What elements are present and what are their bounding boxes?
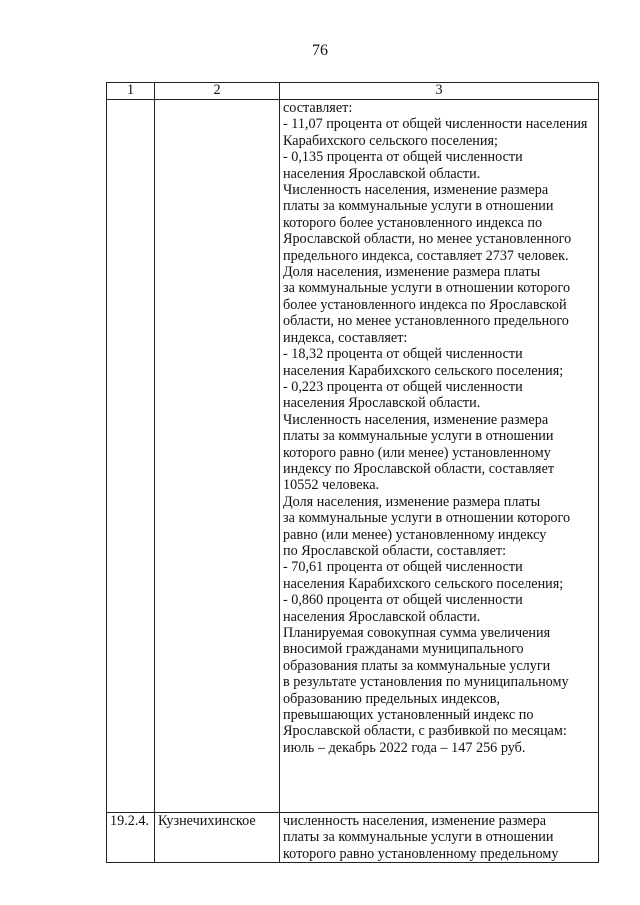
text-line: платы за коммунальные услуги в отношении bbox=[283, 829, 554, 846]
text-line: вносимой гражданами муниципального bbox=[283, 641, 524, 658]
text-line: которого равно (или менее) установленному bbox=[283, 444, 551, 461]
text-line: населения Карабихского сельского поселения; bbox=[283, 575, 564, 592]
table-row bbox=[107, 813, 599, 863]
row-number-cell: 19.2.4. bbox=[107, 813, 155, 863]
text-line: Доля населения, изменение размера платы bbox=[283, 264, 541, 281]
text-line: за коммунальные услуги в отношении которого bbox=[283, 510, 571, 527]
row-name-cell bbox=[155, 100, 280, 813]
text-line: 10552 человека. bbox=[283, 477, 380, 494]
text-line: Численность населения, изменение размера bbox=[283, 411, 549, 428]
text-line: превышающих установленный индекс по bbox=[283, 707, 534, 724]
text-line: населения Ярославской области. bbox=[283, 395, 481, 412]
text-line: предельного индекса, составляет 2737 человек. bbox=[283, 247, 569, 264]
text-line: Карабихского сельского поселения; bbox=[283, 132, 498, 149]
text-line: области, но менее установленного предельного bbox=[283, 313, 569, 330]
document-table bbox=[106, 82, 599, 863]
text-line: более установленного индекса по Ярославской bbox=[283, 296, 567, 313]
text-line: Численность населения, изменение размера bbox=[283, 182, 549, 199]
text-line: Ярославской области, но менее установленного bbox=[283, 231, 572, 248]
text-line: по Ярославской области, составляет: bbox=[283, 542, 507, 559]
text-line: индекса, составляет: bbox=[283, 329, 408, 346]
text-line: которого более установленного индекса по bbox=[283, 214, 543, 231]
text-line: образования платы за коммунальные услуги bbox=[283, 657, 551, 674]
row-number-cell bbox=[107, 100, 155, 813]
text-line: - 0,860 процента от общей численности bbox=[283, 592, 523, 609]
text-line: - 0,223 процента от общей численности bbox=[283, 378, 523, 395]
row-name-cell: Кузнечихинское bbox=[155, 813, 280, 863]
text-line: за коммунальные услуги в отношении которого bbox=[283, 280, 571, 297]
text-line: численность населения, изменение размера bbox=[283, 813, 547, 829]
table-header-row bbox=[107, 83, 599, 100]
text-line: июль – декабрь 2022 года – 147 256 руб. bbox=[283, 739, 526, 756]
text-line: - 70,61 процента от общей численности bbox=[283, 559, 523, 576]
text-line: Ярославской области, с разбивкой по месяцам: bbox=[283, 723, 567, 740]
text-line: - 0,135 процента от общей численности bbox=[283, 149, 523, 166]
text-line: в результате установления по муниципальному bbox=[283, 674, 569, 691]
text-line: - 11,07 процента от общей численности населения bbox=[283, 116, 588, 133]
text-line: индексу по Ярославской области, составляет bbox=[283, 460, 555, 477]
text-line: платы за коммунальные услуги в отношении bbox=[283, 428, 554, 445]
text-line: составляет: bbox=[283, 100, 353, 116]
row-text-cell bbox=[280, 100, 599, 813]
text-line: равно (или менее) установленному индексу bbox=[283, 526, 547, 543]
text-line: Планируемая совокупная сумма увеличения bbox=[283, 625, 551, 641]
column-header-1: 1 bbox=[107, 83, 155, 100]
text-line: платы за коммунальные услуги в отношении bbox=[283, 198, 554, 215]
text-line: населения Ярославской области. bbox=[283, 608, 481, 625]
text-line: населения Ярославской области. bbox=[283, 165, 481, 182]
table-row bbox=[107, 100, 599, 813]
row-text-cell bbox=[280, 813, 599, 863]
text-line: образованию предельных индексов, bbox=[283, 690, 500, 707]
column-header-3: 3 bbox=[280, 83, 599, 100]
text-line: - 18,32 процента от общей численности bbox=[283, 346, 523, 363]
page-number: 76 bbox=[312, 42, 328, 59]
column-header-2: 2 bbox=[155, 83, 280, 100]
text-line: которого равно установленному предельному bbox=[283, 845, 559, 862]
text-line: населения Карабихского сельского поселения; bbox=[283, 362, 564, 379]
text-line: Доля населения, изменение размера платы bbox=[283, 493, 541, 510]
